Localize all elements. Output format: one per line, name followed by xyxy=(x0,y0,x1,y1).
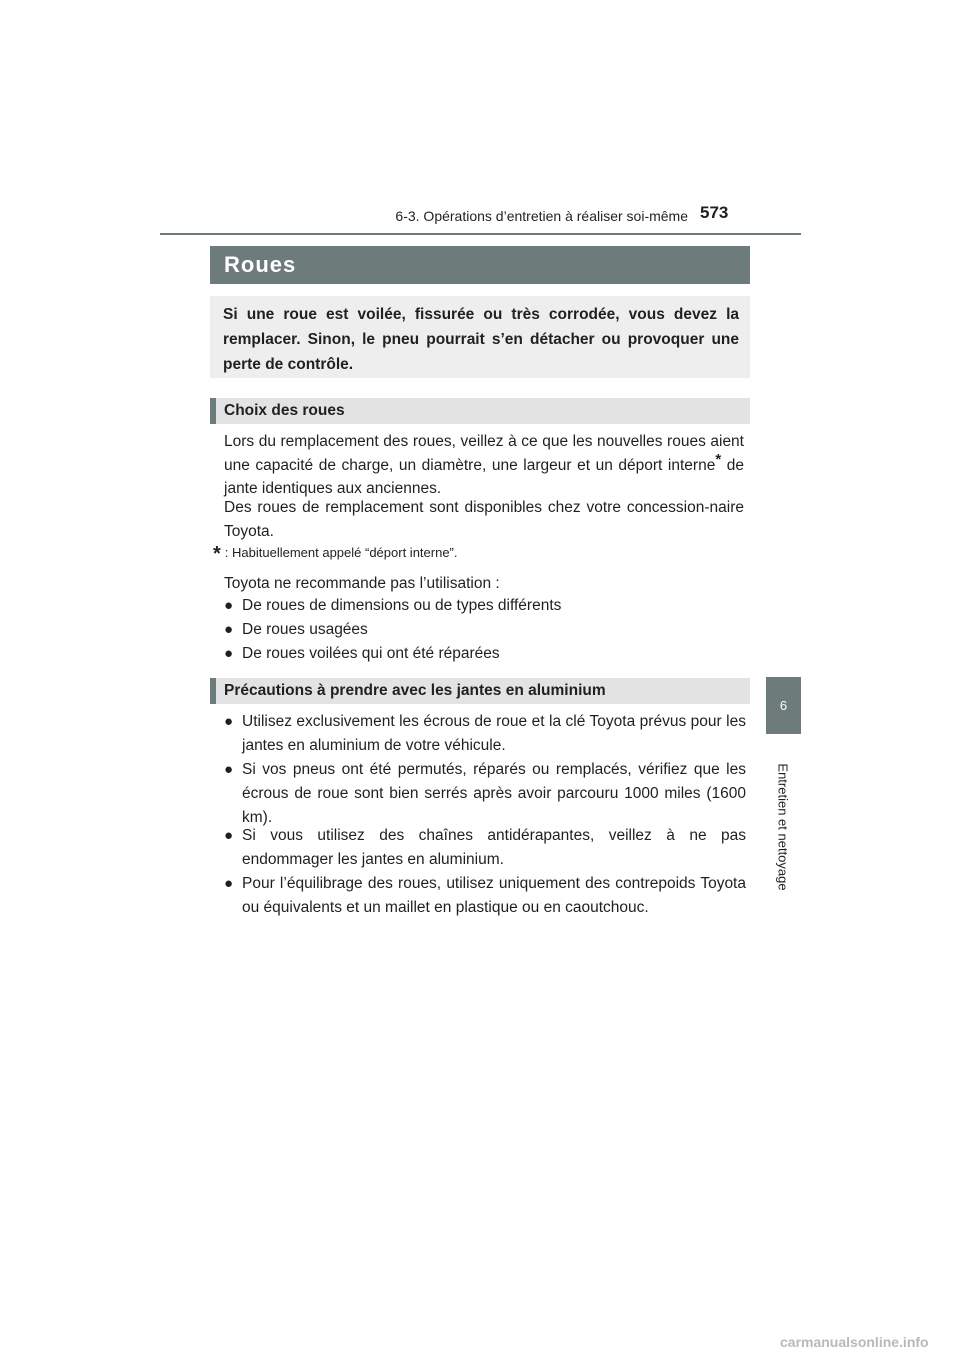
section-heading-aluminium xyxy=(210,678,750,704)
header-section-title: 6-3. Opérations d’entretien à réaliser soi-même xyxy=(395,208,688,224)
intro-box xyxy=(210,296,750,378)
list-item xyxy=(224,872,746,920)
list-item xyxy=(224,594,746,618)
list-intro xyxy=(224,572,744,596)
chapter-label: Entretien et nettoyage xyxy=(775,763,791,891)
footnote-asterisk: * xyxy=(213,543,221,565)
page-title xyxy=(210,246,750,284)
watermark: carmanualsonline.info xyxy=(780,1334,929,1350)
list-item xyxy=(224,710,746,758)
list-item-text: De roues usagées xyxy=(242,621,368,638)
paragraph-text: Lors du remplacement des roues, veillez à ce que les nouvelles roues aient une capacité de charge, un diamètre, une largeur et un déport interne xyxy=(224,433,744,474)
bullet-icon: ● xyxy=(224,761,234,778)
list-item-text: Si vous utilisez des chaînes antidérapantes, veillez à ne pas endommager les jantes en aluminium. xyxy=(242,827,746,868)
chapter-number: 6 xyxy=(779,698,788,713)
bullet-icon: ● xyxy=(224,713,234,730)
list-item-text: De roues voilées qui ont été réparées xyxy=(242,645,500,662)
footnote xyxy=(213,543,753,564)
bullet-icon: ● xyxy=(224,875,234,892)
paragraph-wheel-replacement xyxy=(224,430,744,501)
list-item-text: Pour l’équilibrage des roues, utilisez uniquement des contrepoids Toyota ou équivalents et un maillet en plastique ou en caoutchouc. xyxy=(242,875,746,916)
list-item xyxy=(224,618,746,642)
section-heading-text: Choix des roues xyxy=(224,402,345,419)
asterisk-marker: * xyxy=(715,450,722,468)
intro-text: Si une roue est voilée, fissurée ou très corrodée, vous devez la remplacer. Sinon, le pneu pourrait s’en détacher ou provoquer une perte de contrôle. xyxy=(223,306,739,373)
page-number: 573 xyxy=(700,203,729,222)
list-item xyxy=(224,824,746,872)
list-item-text: Utilisez exclusivement les écrous de roue et la clé Toyota prévus pour les jantes en aluminium de votre véhicule. xyxy=(242,713,746,754)
bullet-icon: ● xyxy=(224,645,234,662)
list-item-text: De roues de dimensions ou de types différents xyxy=(242,597,562,614)
section-heading-wheel-choice xyxy=(210,398,750,424)
list-item-text: Si vos pneus ont été permutés, réparés ou remplacés, vérifiez que les écrous de roue sont bien serrés après avoir parcouru 1000 miles (1600 km). xyxy=(242,761,746,826)
paragraph-text-end: de jante identiques aux anciennes. xyxy=(224,456,744,497)
chapter-tab xyxy=(766,677,801,734)
paragraph-text: Des roues de remplacement sont disponibles chez votre concession-naire Toyota. xyxy=(224,499,744,540)
bullet-icon: ● xyxy=(224,827,234,844)
paragraph-dealer xyxy=(224,496,744,543)
section-heading-text: Précautions à prendre avec les jantes en aluminium xyxy=(224,682,606,699)
page-title-text: Roues xyxy=(224,252,297,277)
bullet-icon: ● xyxy=(224,597,234,614)
bullet-icon: ● xyxy=(224,621,234,638)
list-intro-text: Toyota ne recommande pas l’utilisation : xyxy=(224,575,500,592)
footnote-text: : Habituellement appelé “déport interne”. xyxy=(224,545,458,560)
list-item xyxy=(224,758,746,830)
header-divider xyxy=(160,233,801,235)
list-item xyxy=(224,642,746,666)
